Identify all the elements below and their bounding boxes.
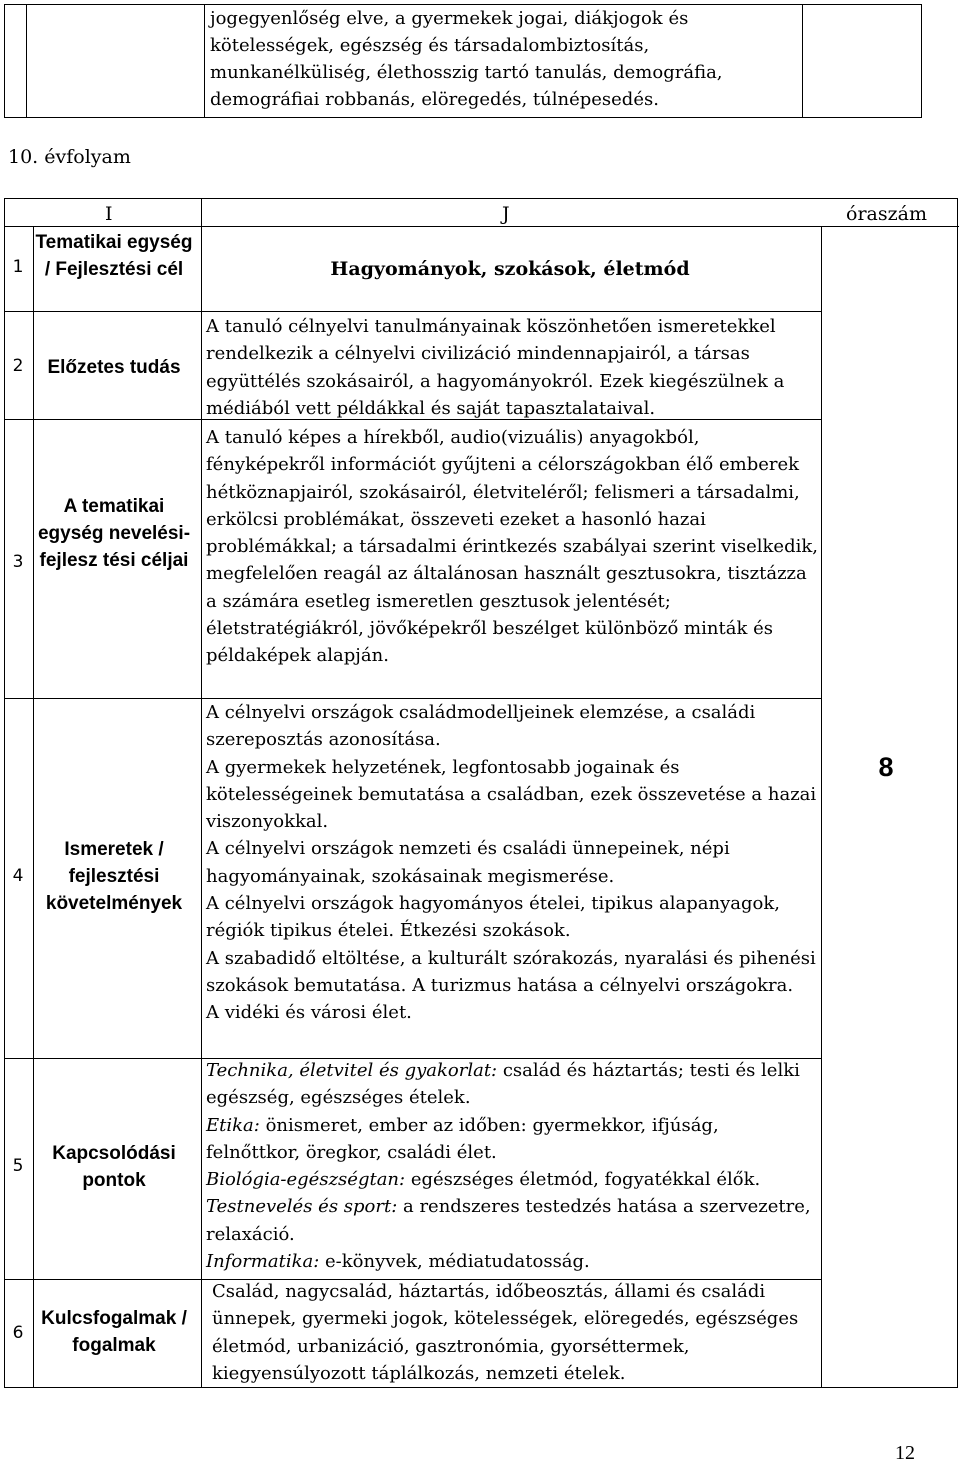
link-subject: Testnevelés és sport: [206,1196,398,1218]
row-label-3: A tematikai egység nevelési-fejlesz tési céljai [37,496,191,571]
row-label-2: Előzetes tudás [47,357,181,378]
row-content-6: Család, nagycsalád, háztartás, időbeosztás, állami és családi ünnepek, gyermeki jogok, kötelességek, elöregedés, egészséges életmód, urbanizáció, gasztronómia, gyorséttermek, kiegyensúlyozott táplálkozás, nemzeti ételek. [212,1281,799,1384]
link-text: önismeret, ember az időben: gyermekkor, ifjúság, felnőttkor, öregkor, családi élet. [206,1114,719,1163]
link-item [206,1057,818,1112]
row-number-5: 5 [12,1156,24,1176]
header-col-i: I [105,203,113,225]
link-subject: Informatika: [206,1251,320,1273]
link-item [206,1166,818,1193]
row-number-2: 2 [12,356,24,376]
row-number-3: 3 [12,552,24,572]
link-text: család és háztartás; testi és lelki egészség, egészséges ételek. [206,1060,800,1109]
row-content-4 [206,699,818,1027]
header-col-j: J [502,203,510,225]
requirement-item: A célnyelvi országok hagyományos ételei, tipikus alapanyagok, régiók tipikus ételei. Étkezési szokások. [206,893,780,942]
hours-value: 8 [878,752,894,782]
link-text: egészséges életmód, fogyatékkal élők. [405,1169,761,1191]
requirement-item: A célnyelvi országok nemzeti és családi ünnepeinek, népi hagyományainak, szokásainak megismerése. [206,838,730,887]
row-content-2: A tanuló célnyelvi tanulmányainak köszönhetően ismeretekkel rendelkezik a célnyelvi civilizáció mindennapjairól, a társas együttélés szokásairól, a hagyományokról. Ezek kiegészülnek a médiából vett példákkal és saját tapasztalataival. [206,316,785,419]
col-divider-1 [33,227,34,1387]
top-table-text: jogegyenlőség elve, a gyermekek jogai, diákjogok és kötelességek, egészség és társadalombiztosítás, munkanélküliség, élethosszig tartó tanulás, demográfia, demográfiai robbanás, elöregedés, túlnépesedés. [210,8,723,110]
requirement-item: A célnyelvi országok családmodelljeinek elemzése, a családi szereposztás azonosítása. [206,702,756,751]
link-item [206,1248,818,1275]
page-number: 12 [895,1442,915,1464]
requirement-item: A gyermekek helyzetének, legfontosabb jogainak és kötelességeinek bemutatása a családban, ezek összevetése a hazai viszonyokkal. [206,756,817,833]
top-table-cell-num [5,5,27,117]
requirement-item: A vidéki és városi élet. [206,1002,412,1024]
row-number-4: 4 [12,866,24,886]
row-line-1 [5,311,821,312]
link-item [206,1193,818,1248]
link-subject: Etika: [206,1114,260,1136]
row-number-6: 6 [12,1323,24,1343]
top-table-cell-label [27,5,205,117]
requirement-item: A szabadidő eltöltése, a kulturált szórakozás, nyaralási és pihenési szokások bemutatása. A turizmus hatása a célnyelvi országokra. [206,947,816,996]
header-col-hours: óraszám [846,203,927,225]
row-label-6: Kulcsfogalmak / fogalmak [41,1308,187,1356]
col-divider-2 [201,199,202,1387]
row-label-4: Ismeretek / fejlesztési követelmények [45,839,183,914]
row-line-header-a [5,226,821,227]
section-title: 10. évfolyam [8,146,131,168]
row-label-5: Kapcsolódási pontok [52,1143,176,1191]
row-label-1: Tematikai egység / Fejlesztési cél [35,232,193,280]
link-text: e-könyvek, médiatudatosság. [319,1251,590,1273]
link-subject: Technika, életvitel és gyakorlat: [206,1060,498,1081]
link-item [206,1112,818,1167]
row-content-1: Hagyományok, szokások, életmód [330,258,690,280]
link-text: a rendszeres testedzés hatása a szervezetre, relaxáció. [206,1196,811,1245]
row-number-1: 1 [12,257,24,277]
col-divider-3 [821,227,822,1387]
link-subject: Biológia-egészségtan: [206,1169,406,1191]
row-content-3: A tanuló képes a hírekből, audio(vizuális) anyagokból, fényképekről információt gyűjteni a célországokban élő emberek hétköznapjairól, szokásairól, életviteléről; felismeri a társadalmi, erkölcsi problémákat, összeveti ezeket a hasonló hazai problémákkal; a társadalmi érintkezés szabályai szerint viselkedik, megfelelően reagál az általánosan használt gesztusokra, tisztázza a számára esetleg ismeretlen gesztusok jelentését; életstratégiákról, jövőképekről beszélget különböző minták és példaképek alapján. [206,427,818,667]
row-content-5 [206,1057,818,1275]
